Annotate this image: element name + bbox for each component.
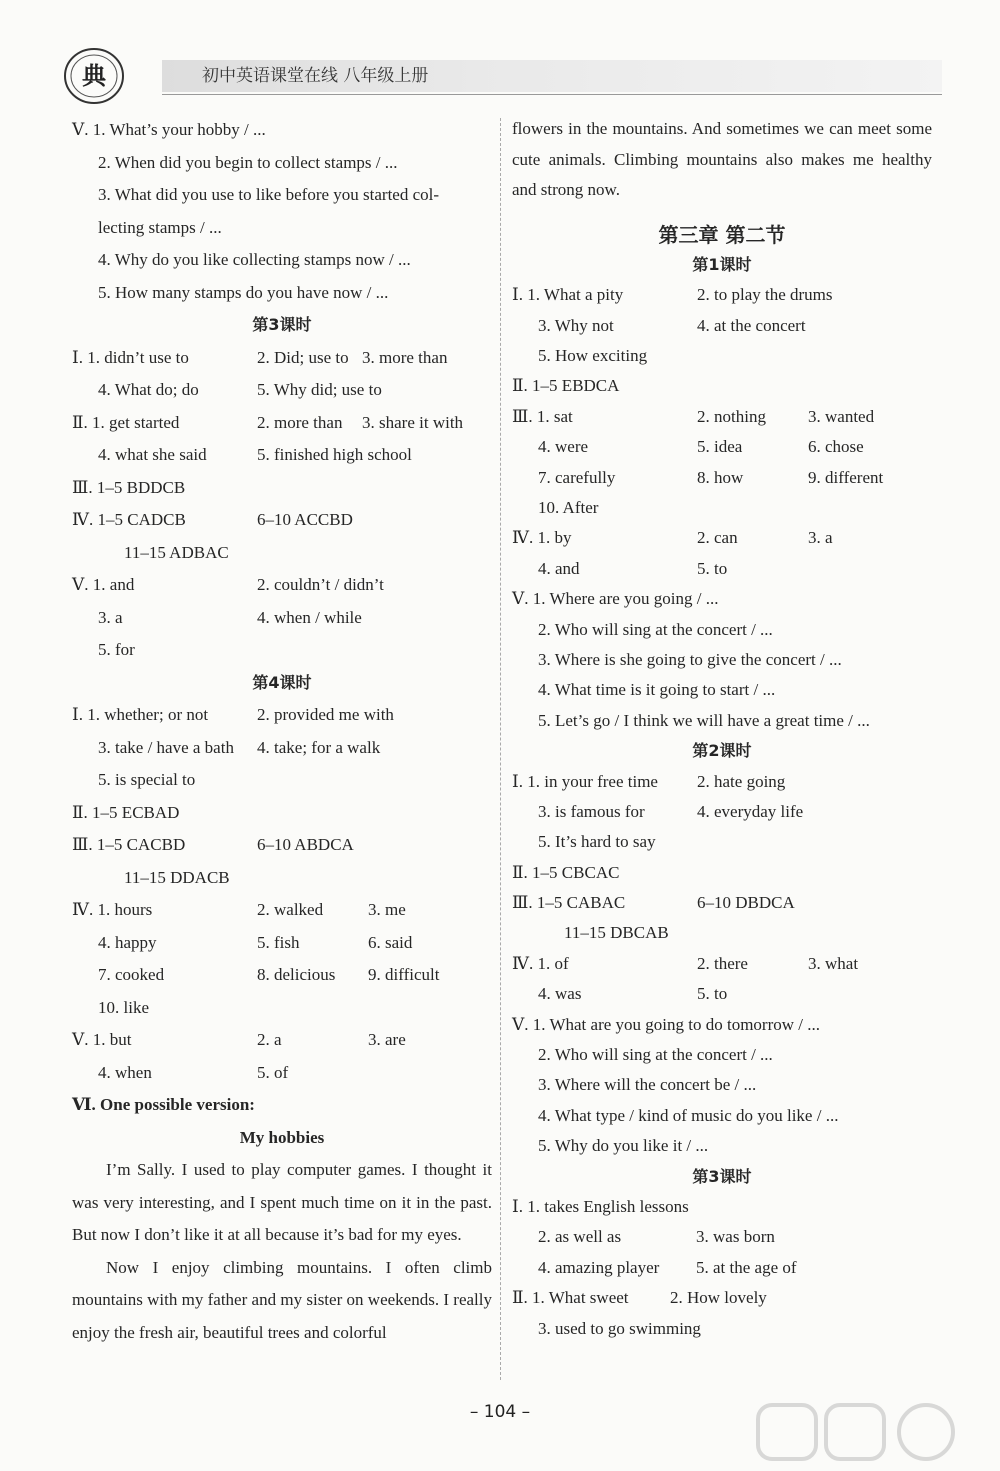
answer-text: Ⅴ. 1. What’s your hobby / ... [72,120,266,139]
answer-line [512,706,932,736]
answer-line [512,615,932,645]
answer-line [512,797,932,827]
answer-text: 3. Where is she going to give the concert / ... [538,649,842,669]
answer-text: 3. share it with [362,412,464,432]
answer-text: Ⅳ. 1–5 CADCB [72,510,186,529]
answer-text: 3. wanted [808,406,875,426]
answer-line [72,212,492,245]
answer-text: 2. walked [257,900,324,919]
watermark-logo [756,1399,976,1463]
answer-text: 3. a [98,607,123,627]
answer-text: 4. when / while [257,607,362,627]
answer-line [512,523,932,553]
answer-text: Ⅰ. 1. takes English lessons [512,1197,689,1216]
answer-text: 2. can [697,528,738,548]
left-answer-list [72,114,492,1154]
answer-text: 10. After [538,498,599,518]
answer-text: 4. take; for a walk [257,737,381,757]
answer-line [72,179,492,212]
answer-text: 3. used to go swimming [538,1318,701,1338]
essay-title: My hobbies [239,1127,325,1147]
answer-text: 3. Where will the concert be / ... [538,1075,757,1095]
answer-line [72,147,492,180]
answer-text: Ⅱ. 1. get started [72,412,180,432]
lesson-heading: 第2课时 [692,741,752,761]
answer-line [512,402,932,432]
answer-text: Ⅰ. 1. didn’t use to [72,347,189,367]
answer-line [512,493,932,523]
answer-text: 5. idea [697,437,743,457]
essay-paragraph-1: I’m Sally. I used to play computer games. I thought it was very interesting, and I spent much time on it in the past. But now I don’t like it at all because it’s bad for my eyes. [72,1160,492,1244]
answer-line [512,858,932,888]
answer-text: 2. couldn’t / didn’t [257,575,384,594]
answer-text: 2. Who will sing at the concert / ... [538,619,773,639]
answer-line [512,1101,932,1131]
answer-text: 2. How lovely [670,1288,767,1308]
answer-line [72,992,492,1025]
answer-line [72,537,492,570]
answer-text: 5. finished high school [257,445,412,464]
chapter-heading: 第三章 第二节 [658,222,786,247]
answer-line [512,311,932,341]
publisher-logo [62,46,126,106]
page-number: – 104 – [469,1402,531,1422]
answer-line [512,1070,932,1100]
answer-text: 9. difficult [368,965,440,984]
essay-paragraph-2-continued: flowers in the mountains. And sometimes we can meet some cute animals. Climbing mountains also makes me healthy and strong now. [512,119,932,199]
answer-text: 3. Why not [538,315,614,335]
answer-text: Ⅲ. 1–5 CABAC [512,893,626,913]
answer-text: 2. to play the drums [697,285,833,305]
answer-text: 6–10 DBDCA [697,893,795,913]
answer-line [72,1024,492,1057]
svg-text:典: 典 [82,62,106,90]
answer-line [512,949,932,979]
answer-line [512,1253,932,1283]
answer-text: 11–15 ADBAC [124,542,229,562]
answer-text: Ⅱ. 1–5 EBDCA [512,376,620,396]
answer-line [72,699,492,732]
answer-text: 3. are [368,1030,406,1049]
answer-text: Ⅳ. 1. by [512,528,572,548]
answer-text: 11–15 DDACB [124,867,230,887]
answer-line [512,371,932,401]
answer-line [512,1131,932,1161]
column-divider [500,118,501,1380]
answer-text: 5. It’s hard to say [538,832,656,852]
lesson-heading: 第3课时 [252,315,312,334]
answer-text: 6. chose [808,437,864,457]
lesson-heading: 第4课时 [252,672,312,692]
right-column [512,114,932,1344]
answer-text: 7. carefully [538,467,616,487]
answer-text: lecting stamps / ... [98,217,222,237]
answer-text: Ⅱ. 1–5 ECBAD [72,802,180,822]
answer-text: Ⅳ. 1. hours [72,900,153,919]
answer-text: 6–10 ACCBD [257,510,353,529]
book-title: 初中英语课堂在线 八年级上册 [162,60,942,92]
answer-text: 2. hate going [697,771,786,791]
answer-line [72,1057,492,1090]
answer-line [72,829,492,862]
answer-text: 4. amazing player [538,1257,660,1277]
answer-text: 5. to [697,558,728,578]
answer-text: 2. a [257,1030,282,1049]
answer-line [72,894,492,927]
answer-line [72,114,492,147]
section-heading: Ⅵ. One possible version: [72,1095,255,1114]
answer-line [512,675,932,705]
answer-text: 5. Let’s go / I think we will have a great time / ... [538,710,870,730]
answer-text: 5. How exciting [538,346,648,366]
answer-text: 2. there [697,953,748,973]
answer-line [512,888,932,918]
answer-line [72,602,492,635]
right-answer-list [512,220,932,1344]
answer-text: 5. at the age of [696,1257,797,1277]
answer-text: 5. fish [257,932,300,952]
answer-line [72,374,492,407]
answer-line [512,1314,932,1344]
answer-line [72,244,492,277]
answer-text: 4. happy [98,932,157,952]
answer-line [512,645,932,675]
answer-text: Ⅴ. 1. but [72,1030,132,1049]
answer-line [72,504,492,537]
answer-text: Ⅰ. 1. whether; or not [72,705,209,724]
essay-paragraph-2: Now I enjoy climbing mountains. I often climb mountains with my father and my sister on weekends. I really enjoy the fresh air, beautiful trees and colorful [72,1257,492,1342]
answer-text: 4. when [98,1062,152,1082]
answer-text: 5. How many stamps do you have now / ... [98,282,389,302]
answer-text: Ⅳ. 1. of [512,953,569,973]
answer-text: 4. at the concert [697,315,806,335]
left-column [72,114,492,1349]
answer-text: Ⅰ. 1. in your free time [512,771,658,791]
answer-line [512,432,932,462]
answer-text: 3. me [368,900,406,919]
answer-text: 4. was [538,984,582,1004]
answer-text: 4. everyday life [697,801,804,821]
answer-text: Ⅴ. 1. Where are you going / ... [512,589,719,609]
answer-text: 2. nothing [697,406,766,426]
answer-text: 2. When did you begin to collect stamps / ... [98,152,398,172]
answer-text: 6. said [368,932,413,952]
answer-text: 8. delicious [257,965,336,984]
answer-text: 3. what [808,953,859,973]
answer-line [72,439,492,472]
answer-text: 5. Why did; use to [257,380,382,399]
answer-line [512,463,932,493]
answer-text: 4. What do; do [98,380,199,399]
answer-text: 3. take / have a bath [98,737,234,757]
answer-text: 4. What time is it going to start / ... [538,680,776,700]
answer-line [512,827,932,857]
answer-text: 2. more than [257,412,343,432]
answer-line [512,584,932,614]
answer-text: 2. Did; use to [257,347,349,367]
answer-line [72,277,492,310]
answer-line [512,1283,932,1313]
answer-text: 5. Why do you like it / ... [538,1136,709,1156]
answer-text: Ⅱ. 1–5 CBCAC [512,862,620,882]
answer-text: 7. cooked [98,965,165,984]
answer-line [72,927,492,960]
answer-text: 6–10 ABDCA [257,835,354,854]
answer-text: 10. like [98,997,149,1017]
answer-text: 2. provided me with [257,705,394,724]
answer-text: 3. is famous for [538,801,645,821]
answer-line [72,797,492,830]
answer-line [512,554,932,584]
answer-line [72,342,492,375]
answer-text: 9. different [808,467,884,487]
answer-line [72,569,492,602]
answer-line [72,862,492,895]
answer-text: 3. What did you use to like before you started col- [98,185,440,204]
answer-text: 4. and [538,558,580,578]
answer-line [512,1010,932,1040]
answer-text: 5. of [257,1062,289,1082]
answer-text: 4. were [538,437,589,457]
answer-text: 5. to [697,984,728,1004]
answer-text: 4. What type / kind of music do you like / ... [538,1105,839,1125]
answer-text: 3. a [808,528,833,548]
answer-text: 3. more than [362,347,448,367]
answer-text: 3. was born [696,1227,775,1247]
answer-text: 5. is special to [98,770,196,789]
answer-text: 11–15 DBCAB [564,923,669,943]
answer-text: Ⅴ. 1. What are you going to do tomorrow / ... [512,1014,821,1034]
answer-text: 8. how [697,467,744,487]
answer-text: 2. as well as [538,1227,622,1247]
answer-line [72,472,492,505]
answer-line [512,918,932,948]
answer-text: 2. Who will sing at the concert / ... [538,1045,773,1065]
answer-line [72,407,492,440]
answer-line [512,1192,932,1222]
answer-text: 5. for [98,640,135,659]
answer-text: 4. Why do you like collecting stamps now / ... [98,250,411,269]
answer-text: 4. what she said [98,445,207,464]
answer-line [512,341,932,371]
lesson-heading: 第1课时 [692,254,752,274]
answer-line [512,979,932,1009]
answer-text: Ⅲ. 1. sat [512,406,573,426]
answer-line [512,1222,932,1252]
answer-line [512,1040,932,1070]
lesson-heading: 第3课时 [692,1166,752,1186]
header-rule [162,94,942,95]
answer-line [512,767,932,797]
answer-line [72,959,492,992]
answer-text: Ⅱ. 1. What sweet [512,1288,629,1308]
answer-line [72,764,492,797]
page-header [62,46,942,106]
answer-line [72,634,492,667]
answer-text: Ⅴ. 1. and [72,575,135,594]
answer-text: Ⅲ. 1–5 CACBD [72,835,186,854]
answer-text: Ⅰ. 1. What a pity [512,285,624,305]
answer-text: Ⅲ. 1–5 BDDCB [72,477,186,497]
answer-line [72,732,492,765]
answer-line [512,280,932,310]
